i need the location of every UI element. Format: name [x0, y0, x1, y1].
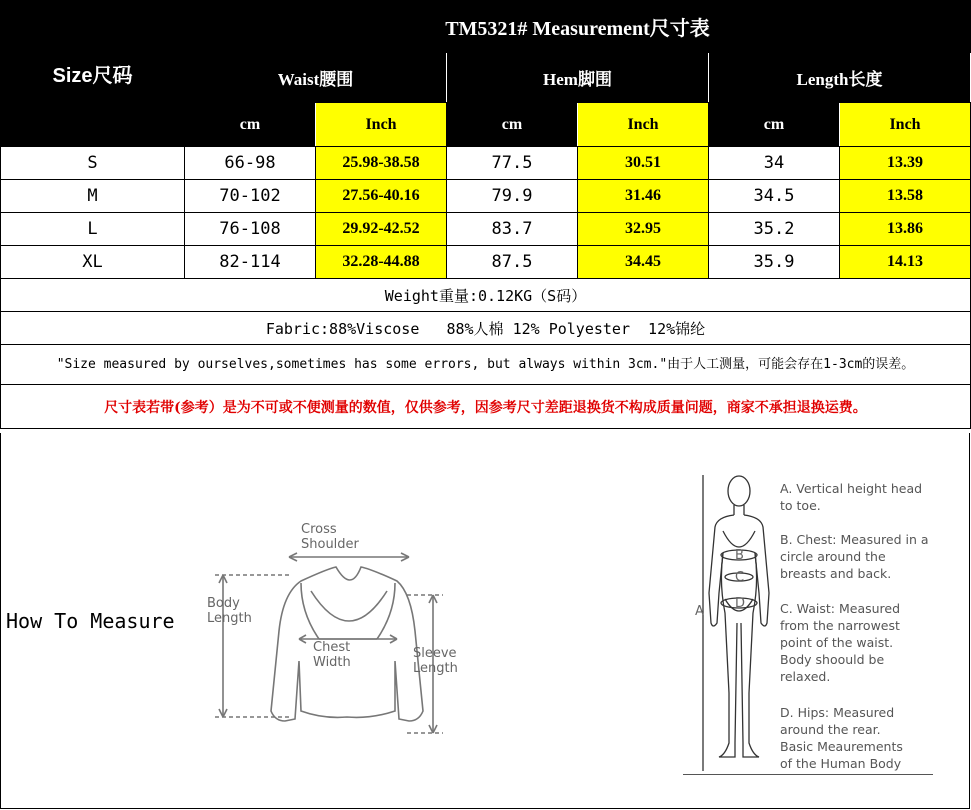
how-to-measure-label: How To Measure	[6, 609, 175, 633]
length-cm-cell: 35.2	[709, 213, 840, 246]
unit-header-cm: cm	[709, 103, 840, 147]
waist-inch-cell: 27.56-40.16	[316, 180, 447, 213]
length-inch-cell: 13.86	[840, 213, 971, 246]
hem-inch-cell: 32.95	[578, 213, 709, 246]
garment-diagram	[201, 521, 471, 743]
size-cell: L	[1, 213, 185, 246]
group-header-length: Length长度	[709, 53, 971, 103]
hem-cm-cell: 87.5	[447, 246, 578, 279]
waist-cm-cell: 82-114	[185, 246, 316, 279]
how-to-measure-section	[0, 433, 970, 809]
reference-warning: 尺寸表若带(参考）是为不可或不便测量的数值，仅供参考，因参考尺寸差距退换货不构成质量问题，商家不承担退换运费。	[1, 385, 971, 429]
size-cell: XL	[1, 246, 185, 279]
marker-a: A	[695, 604, 704, 619]
size-cell: M	[1, 180, 185, 213]
length-inch-cell: 13.58	[840, 180, 971, 213]
hem-inch-cell: 34.45	[578, 246, 709, 279]
cross-shoulder-label: Cross Shoulder	[301, 522, 359, 552]
table-row	[1, 147, 971, 180]
waist-cm-cell: 70-102	[185, 180, 316, 213]
legend-d: D. Hips: Measured around the rear. Basic Meaurements of the Human Body	[780, 705, 903, 771]
legend-a: A. Vertical height head to toe.	[780, 481, 923, 513]
weight-info: Weight重量:0.12KG（S码）	[1, 279, 971, 312]
legend-b: B. Chest: Measured in a circle around the breasts and back.	[780, 532, 929, 581]
length-inch-cell: 14.13	[840, 246, 971, 279]
table-row	[1, 246, 971, 279]
length-cm-cell: 34.5	[709, 180, 840, 213]
hem-cm-cell: 79.9	[447, 180, 578, 213]
hem-cm-cell: 77.5	[447, 147, 578, 180]
marker-c: C	[735, 570, 745, 585]
unit-header-cm: cm	[447, 103, 578, 147]
fabric-info: Fabric:88%Viscose 88%人棉 12% Polyester 12%锦纶	[1, 312, 971, 345]
size-header: Size尺码	[1, 1, 185, 147]
waist-inch-cell: 29.92-42.52	[316, 213, 447, 246]
length-cm-cell: 34	[709, 147, 840, 180]
waist-inch-cell: 25.98-38.58	[316, 147, 447, 180]
group-header-hem: Hem脚围	[447, 53, 709, 103]
waist-cm-cell: 76-108	[185, 213, 316, 246]
diagram-baseline	[683, 774, 933, 775]
waist-inch-cell: 32.28-44.88	[316, 246, 447, 279]
table-title: TM5321# Measurement尺寸表	[185, 1, 971, 53]
length-inch-cell: 13.39	[840, 147, 971, 180]
body-diagram	[689, 473, 779, 778]
length-cm-cell: 35.9	[709, 246, 840, 279]
marker-b: B	[735, 548, 744, 563]
table-row	[1, 213, 971, 246]
legend-c: C. Waist: Measured from the narrowest point of the waist. Body shoould be relaxed.	[780, 601, 901, 684]
unit-header-cm: cm	[185, 103, 316, 147]
unit-header-inch: Inch	[578, 103, 709, 147]
chest-width-label: Chest Width	[313, 640, 351, 670]
size-cell: S	[1, 147, 185, 180]
hem-inch-cell: 30.51	[578, 147, 709, 180]
sleeve-length-label: Sleeve Length	[413, 646, 458, 676]
unit-header-inch: Inch	[840, 103, 971, 147]
group-header-waist: Waist腰围	[185, 53, 447, 103]
table-row	[1, 180, 971, 213]
hem-cm-cell: 83.7	[447, 213, 578, 246]
marker-d: D	[735, 596, 746, 611]
unit-header-inch: Inch	[316, 103, 447, 147]
hem-inch-cell: 31.46	[578, 180, 709, 213]
measurement-note: "Size measured by ourselves,sometimes has some errors, but always within 3cm."由于人工测量，可能会存在1-3cm的误差。	[1, 345, 971, 385]
body-length-label: Body Length	[207, 596, 252, 626]
waist-cm-cell: 66-98	[185, 147, 316, 180]
